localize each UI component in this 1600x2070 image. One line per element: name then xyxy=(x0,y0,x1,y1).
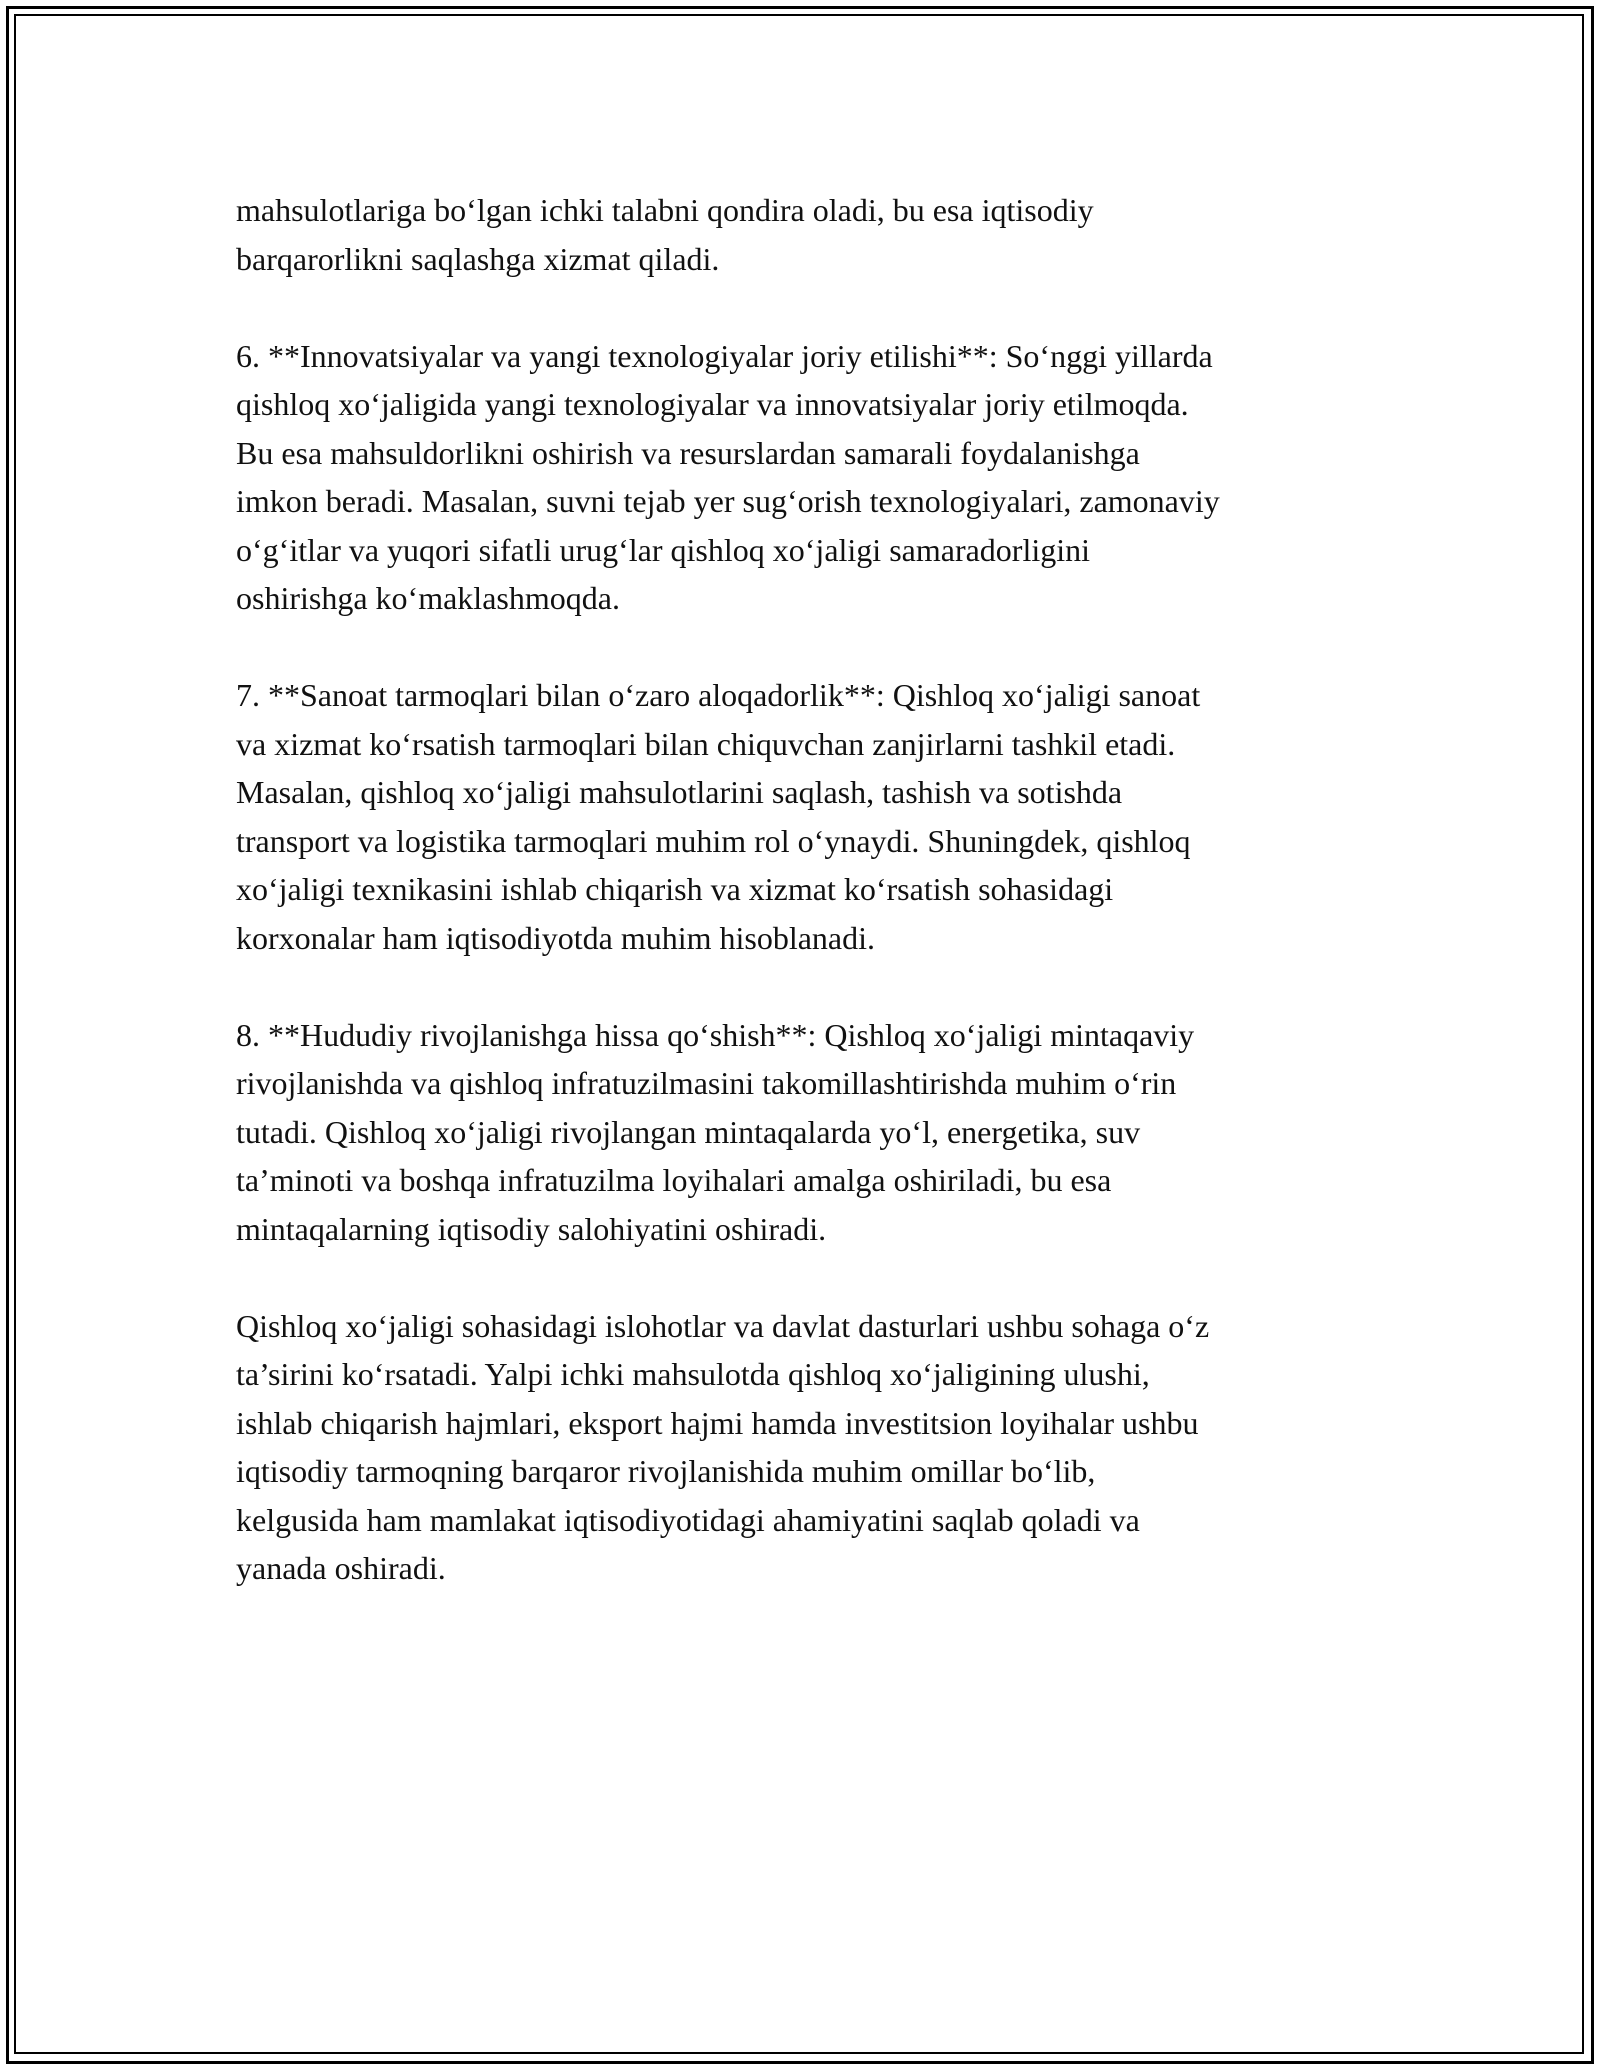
paragraph-innovations: 6. **Innovatsiyalar va yangi texnologiyalar joriy etilishi**: So‘nggi yillarda qishloq xo‘jaligida yangi texnologiyalar va innovatsiyalar joriy etilmoqda. Bu esa mahsuldorlikni oshirish va resurslardan samarali foydalanishga imkon beradi. Masalan, suvni tejab yer sug‘orish texnologiyalari, zamonaviy o‘g‘itlar va yuqori sifatli urug‘lar qishloq xo‘jaligi samaradorligini oshirishga ko‘maklashmoqda. xyxy=(236,337,1220,616)
paragraph-continuation: mahsulotlariga bo‘lgan ichki talabni qondira oladi, bu esa iqtisodiy barqarorlikni saqlashga xizmat qiladi. xyxy=(236,192,1094,277)
paragraph-regional-development: 8. **Hududiy rivojlanishga hissa qo‘shish**: Qishloq xo‘jaligi mintaqaviy rivojlanishda va qishloq infratuzilmasini takomillashtirishda muhim o‘rin tutadi. Qishloq xo‘jaligi rivojlangan mintaqalarda yo‘l, energetika, suv ta’minoti va boshqa infratuzilma loyihalari amalga oshiriladi, bu esa mintaqalarning iqtisodiy salohiyatini oshiradi. xyxy=(236,1016,1195,1247)
paragraph-industry-links: 7. **Sanoat tarmoqlari bilan o‘zaro aloqadorlik**: Qishloq xo‘jaligi sanoat va xizmat ko‘rsatish tarmoqlari bilan chiquvchan zanjirlarni tashkil etadi. Masalan, qishloq xo‘jaligi mahsulotlarini saqlash, tashish va sotishda transport va logistika tarmoqlari muhim rol o‘ynaydi. Shuningdek, qishloq xo‘jaligi texnikasini ishlab chiqarish va xizmat ko‘rsatish sohasidagi korxonalar ham iqtisodiyotda muhim hisoblanadi. xyxy=(236,677,1201,956)
document-body xyxy=(236,186,1386,1593)
paragraph-conclusion: Qishloq xo‘jaligi sohasidagi islohotlar va davlat dasturlari ushbu sohaga o‘z ta’sirini ko‘rsatadi. Yalpi ichki mahsulotda qishloq xo‘jaligining ulushi, ishlab chiqarish hajmlari, eksport hajmi hamda investitsion loyihalar ushbu iqtisodiy tarmoqning barqaror rivojlanishida muhim omillar bo‘lib, kelgusida ham mamlakat iqtisodiyotidagi ahamiyatini saqlab qoladi va yanada oshiradi. xyxy=(236,1307,1210,1586)
